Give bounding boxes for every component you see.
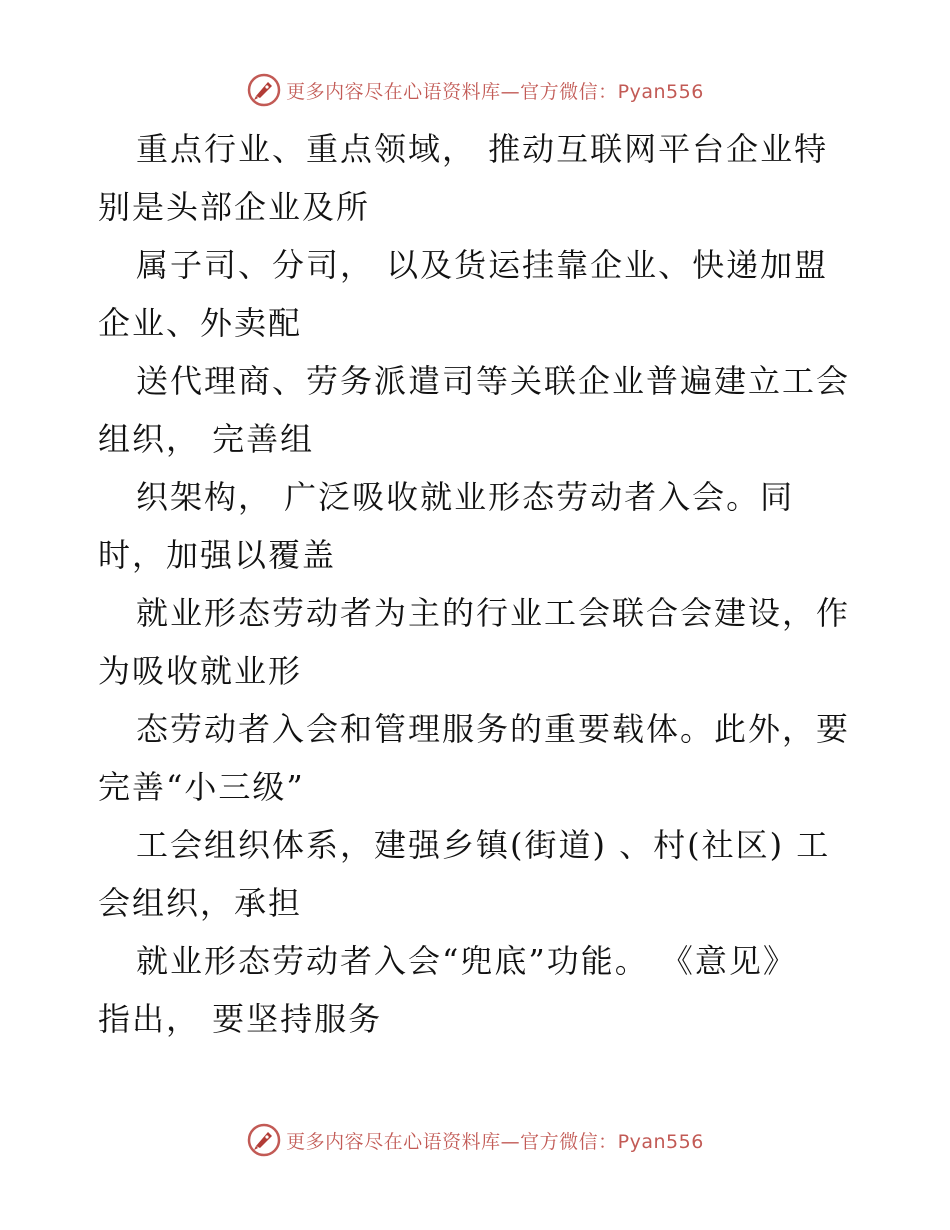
paragraph-line: 态劳动者入会和管理服务的重要载体。此外，要	[136, 710, 851, 748]
paragraph-line: 送代理商、劳务派遣司等关联企业普遍建立工会	[136, 362, 851, 400]
paragraph-3	[98, 352, 858, 468]
document-body	[98, 120, 858, 1048]
paragraph-line: 企业、外卖配	[98, 304, 303, 342]
paragraph-8	[98, 932, 858, 1048]
footer-watermark	[0, 1120, 950, 1160]
paragraph-line: 为吸收就业形	[98, 652, 303, 690]
paragraph-line: 重点行业、重点领域， 推动互联网平台企业特	[136, 130, 829, 168]
header-watermark	[0, 70, 950, 110]
pen-nib-logo-icon	[246, 72, 282, 108]
paragraph-line: 工会组织体系，建强乡镇(街道) 、村(社区) 工	[136, 826, 831, 864]
paragraph-line: 指出， 要坚持服务	[98, 1000, 383, 1038]
paragraph-line: 时，加强以覆盖	[98, 536, 337, 574]
paragraph-1	[98, 120, 858, 236]
paragraph-line: 组织， 完善组	[98, 420, 315, 458]
paragraph-4	[98, 468, 858, 584]
pen-nib-logo-icon	[246, 1122, 282, 1158]
paragraph-line: 别是头部企业及所	[98, 188, 371, 226]
paragraph-line: 织架构， 广泛吸收就业形态劳动者入会。同	[136, 478, 795, 516]
paragraph-line: 属子司、分司， 以及货运挂靠企业、快递加盟	[136, 246, 829, 284]
watermark-text: 更多内容尽在心语资料库—官方微信：Pyan556	[286, 1130, 704, 1153]
watermark-text: 更多内容尽在心语资料库—官方微信：Pyan556	[286, 80, 704, 103]
paragraph-line: 就业形态劳动者为主的行业工会联合会建设，作	[136, 594, 851, 632]
paragraph-line: 完善“小三级”	[98, 768, 305, 806]
paragraph-line: 会组织，承担	[98, 884, 303, 922]
paragraph-7	[98, 816, 858, 932]
paragraph-line: 就业形态劳动者入会“兜底”功能。 《意见》	[136, 942, 797, 980]
paragraph-2	[98, 236, 858, 352]
paragraph-5	[98, 584, 858, 700]
paragraph-6	[98, 700, 858, 816]
